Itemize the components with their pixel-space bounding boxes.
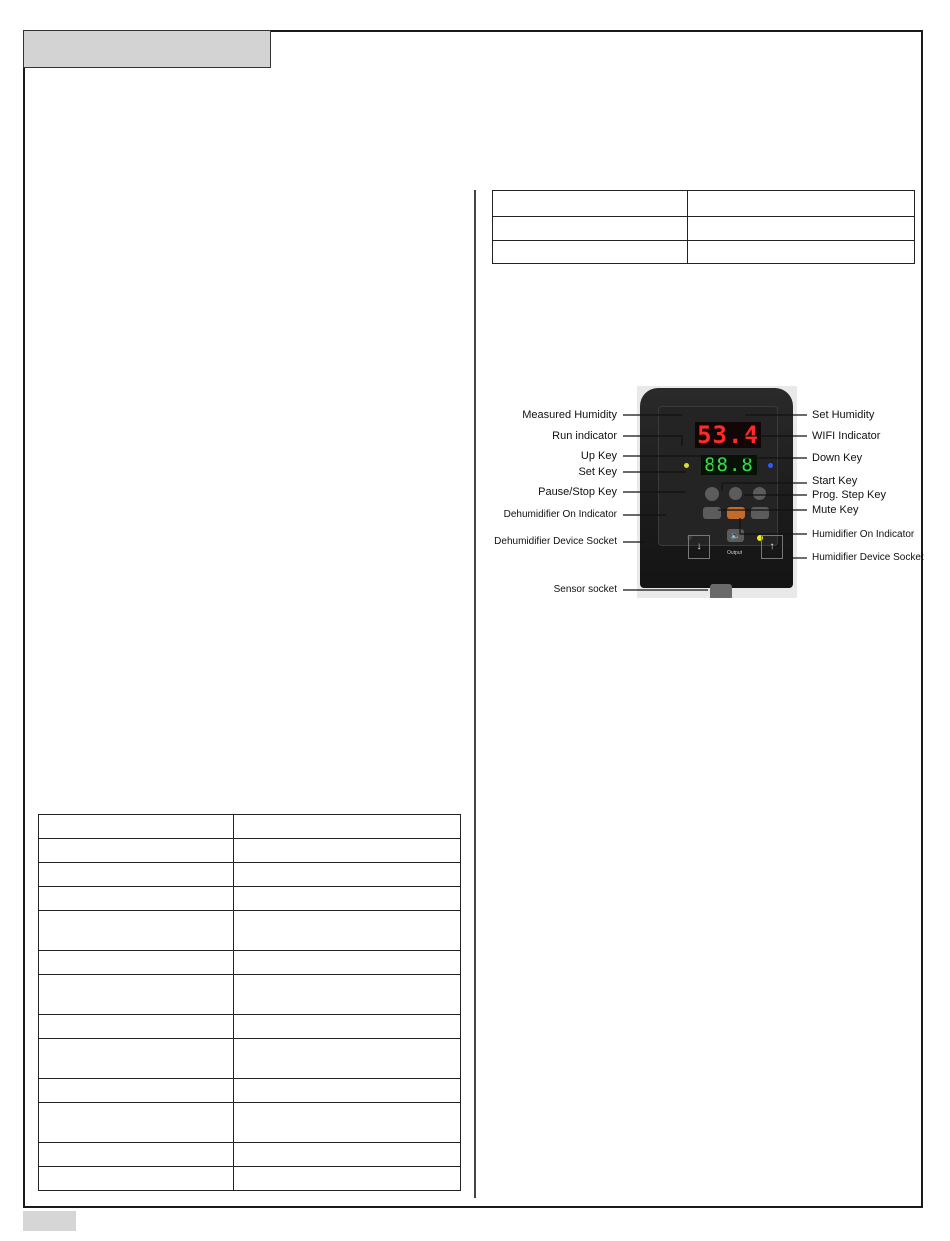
table-cell <box>493 217 688 241</box>
table-row <box>39 911 461 951</box>
table-cell <box>39 815 234 839</box>
output-label: Output <box>727 550 743 556</box>
table-row <box>39 1167 461 1191</box>
table-cell <box>39 1167 234 1191</box>
column-divider <box>474 190 476 1198</box>
table-row <box>39 1015 461 1039</box>
measured-humidity-display: 53.4 <box>695 422 761 448</box>
table-cell <box>234 887 461 911</box>
arrow-down-icon: ↓ <box>696 541 702 552</box>
table-cell <box>39 1103 234 1143</box>
table-cell <box>39 887 234 911</box>
table-cell <box>688 191 915 217</box>
callout-down-key: Down Key <box>812 452 863 464</box>
table-row <box>39 839 461 863</box>
section-header-tab <box>23 30 271 68</box>
page-number-tab <box>23 1211 76 1231</box>
table-row <box>39 951 461 975</box>
callout-wifi-indicator: WIFI Indicator <box>812 430 881 442</box>
spec-table <box>492 190 915 264</box>
table-row <box>493 241 915 264</box>
callout-start-key: Start Key <box>812 475 858 487</box>
table-row <box>493 191 915 217</box>
humidifier-socket <box>761 535 783 559</box>
table-cell <box>234 863 461 887</box>
table-cell <box>493 191 688 217</box>
callout-run-indicator: Run indicator <box>552 430 617 442</box>
prog-step-key[interactable] <box>751 507 769 519</box>
callout-dehumidifier-device-socket: Dehumidifier Device Socket <box>494 536 617 547</box>
table-cell <box>234 975 461 1015</box>
table-cell <box>493 241 688 264</box>
mute-key[interactable] <box>727 529 744 542</box>
up-key[interactable] <box>729 487 742 500</box>
controller-photo <box>637 386 797 598</box>
table-row <box>39 1079 461 1103</box>
callout-up-key: Up Key <box>580 450 617 462</box>
pause-stop-key[interactable] <box>703 507 721 519</box>
callout-set-humidity: Set Humidity <box>812 409 875 421</box>
wifi-indicator-led <box>768 463 773 468</box>
table-cell <box>234 1039 461 1079</box>
table-cell <box>39 951 234 975</box>
callout-measured-humidity: Measured Humidity <box>522 409 617 421</box>
table-cell <box>39 863 234 887</box>
speaker-icon: 🔈 <box>730 531 741 540</box>
table-row <box>39 863 461 887</box>
table-cell <box>39 1143 234 1167</box>
table-cell <box>234 1103 461 1143</box>
callout-pause-stop-key: Pause/Stop Key <box>538 486 617 498</box>
table-cell <box>234 1015 461 1039</box>
table-cell <box>688 217 915 241</box>
callout-dehumidifier-on-indicator: Dehumidifier On Indicator <box>503 509 617 520</box>
table-cell <box>39 975 234 1015</box>
table-cell <box>39 1039 234 1079</box>
callout-humidifier-device-socket: Humidifier Device Socket <box>812 552 924 563</box>
start-key[interactable] <box>727 507 745 519</box>
callout-set-key: Set Key <box>578 466 617 478</box>
table-cell <box>234 951 461 975</box>
dehumidifier-socket <box>688 535 710 559</box>
table-cell <box>39 1015 234 1039</box>
table-row <box>39 975 461 1015</box>
table-cell <box>39 839 234 863</box>
table-cell <box>234 1143 461 1167</box>
run-indicator-led <box>684 463 689 468</box>
table-row <box>39 1039 461 1079</box>
table-cell <box>39 911 234 951</box>
down-key[interactable] <box>753 487 766 500</box>
table-row <box>493 217 915 241</box>
sensor-plug <box>710 584 732 598</box>
table-cell <box>39 1079 234 1103</box>
arrow-up-icon: ↑ <box>769 541 775 552</box>
table-row <box>39 815 461 839</box>
callout-sensor-socket: Sensor socket <box>553 584 617 595</box>
table-cell <box>688 241 915 264</box>
table-cell <box>234 815 461 839</box>
callout-prog-step-key: Prog. Step Key <box>812 489 886 501</box>
callout-humidifier-on-indicator: Humidifier On Indicator <box>812 529 915 540</box>
table-row <box>39 887 461 911</box>
controller-faceplate <box>658 406 778 556</box>
table-cell <box>234 839 461 863</box>
table-row <box>39 1103 461 1143</box>
table-row <box>39 1143 461 1167</box>
set-humidity-display: 88.8 <box>701 455 757 475</box>
table-cell <box>234 1167 461 1191</box>
main-table <box>38 814 461 1191</box>
controller-body <box>640 388 793 588</box>
table-cell <box>234 1079 461 1103</box>
table-cell <box>234 911 461 951</box>
set-key[interactable] <box>705 487 719 501</box>
callout-mute-key: Mute Key <box>812 504 859 516</box>
